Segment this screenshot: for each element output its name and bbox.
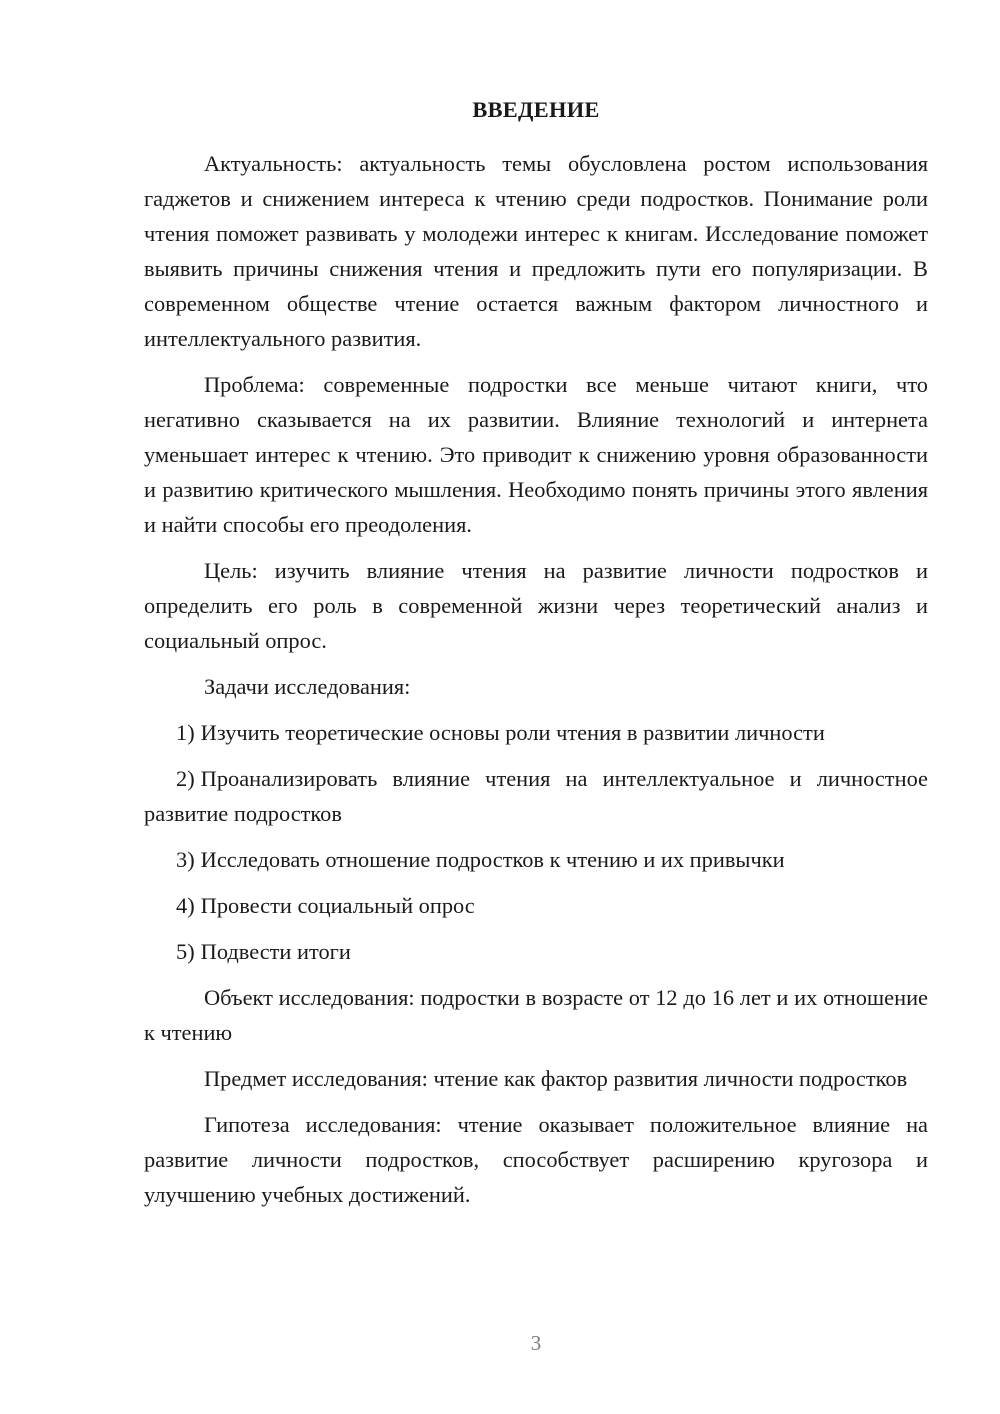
list-item	[144, 761, 928, 831]
subject-paragraph: Предмет исследования: чтение как фактор развития личности подростков	[204, 1066, 908, 1091]
tasks-list	[144, 715, 928, 969]
hypothesis-paragraph: Гипотеза исследования: чтение оказывает положительное влияние на развитие личности подростков, способствует расширению кругозора и улучшению учебных достижений.	[144, 1112, 928, 1207]
list-item-text: Провести социальный опрос	[200, 893, 475, 918]
list-item-number: 5)	[176, 939, 195, 964]
list-item-text: Проанализировать влияние чтения на интеллектуальное и личностное развитие подростков	[144, 766, 928, 826]
list-item	[144, 715, 928, 750]
list-item-number: 1)	[176, 720, 195, 745]
list-item-number: 2)	[176, 766, 195, 791]
goal-paragraph: Цель: изучить влияние чтения на развитие личности подростков и определить его роль в современной жизни через теоретический анализ и социальный опрос.	[144, 558, 928, 653]
document-page	[144, 92, 928, 1223]
list-item	[144, 888, 928, 923]
relevance-paragraph: Актуальность: актуальность темы обусловлена ростом использования гаджетов и снижением интереса к чтению среди подростков. Понимание роли чтения поможет развивать у молодежи интерес к книгам. Исследование поможет выявить причины снижения чтения и предложить пути его популяризации. В современном обществе чтение остается важным фактором личностного и интеллектуального развития.	[144, 151, 928, 351]
page-title: ВВЕДЕНИЕ	[472, 97, 600, 122]
list-item-text: Изучить теоретические основы роли чтения в развитии личности	[200, 720, 825, 745]
tasks-heading: Задачи исследования:	[204, 674, 411, 699]
list-item-number: 4)	[176, 893, 195, 918]
object-paragraph: Объект исследования: подростки в возрасте от 12 до 16 лет и их отношение к чтению	[144, 985, 928, 1045]
list-item	[144, 934, 928, 969]
page-number: 3	[530, 1331, 542, 1355]
list-item-number: 3)	[176, 847, 195, 872]
list-item-text: Исследовать отношение подростков к чтению и их привычки	[200, 847, 785, 872]
problem-paragraph: Проблема: современные подростки все меньше читают книги, что негативно сказывается на их развитии. Влияние технологий и интернета уменьшает интерес к чтению. Это приводит к снижению уровня образованности и развитию критического мышления. Необходимо понять причины этого явления и найти способы его преодоления.	[144, 372, 928, 537]
list-item	[144, 842, 928, 877]
list-item-text: Подвести итоги	[200, 939, 351, 964]
